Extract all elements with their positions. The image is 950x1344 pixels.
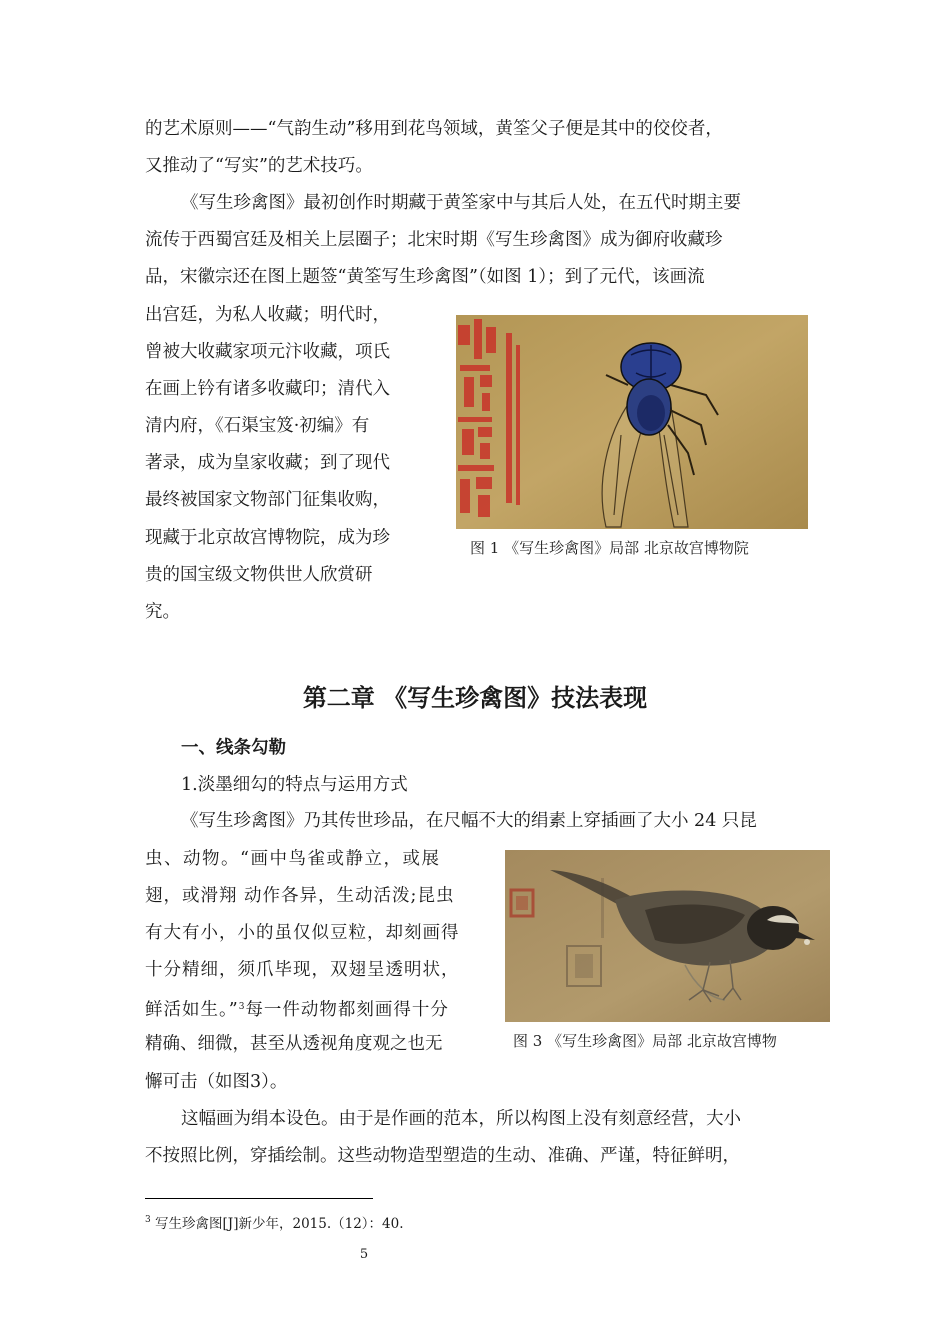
chapter-title: 第二章 《写生珍禽图》技法表现 [302, 684, 648, 712]
footnote [145, 1211, 404, 1233]
figure-1-image [456, 315, 808, 529]
body-text-line: 十分精细，须爪毕现，双翅呈透明状， [145, 960, 460, 980]
figure-1-caption: 图 1 《写生珍禽图》局部 北京故宫博物院 [470, 539, 749, 557]
body-text-line: 在画上钤有诸多收藏印；清代入 [145, 379, 390, 399]
footnote-divider [145, 1198, 373, 1199]
body-text-line: 懈可击（如图3）。 [145, 1072, 288, 1092]
page-number: 5 [359, 1247, 369, 1262]
body-text-line: 又推动了“写实”的艺术技巧。 [145, 156, 373, 176]
body-text-line: 精确、细微，甚至从透视角度观之也无 [145, 1034, 443, 1054]
body-text-line: 《写生珍禽图》最初创作时期藏于黄筌家中与其后人处，在五代时期主要 [181, 193, 741, 213]
body-text-line: 著录，成为皇家收藏；到了现代 [145, 453, 390, 473]
body-text-continuation: 每一件动物都刻画得十分 [245, 1000, 449, 1020]
body-text-line [145, 996, 449, 1021]
figure-3-image [505, 850, 830, 1022]
body-text-line: 清内府，《石渠宝笈·初编》有 [145, 416, 370, 436]
section-heading: 一、线条勾勒 [181, 738, 286, 758]
body-text-line: 的艺术原则——“气韵生动”移用到花鸟领域，黄筌父子便是其中的佼佼者， [145, 119, 723, 139]
body-text-line: 究。 [145, 602, 180, 622]
footnote-mark: 3 [145, 1215, 151, 1225]
quote-end: 鲜活如生。” [145, 1000, 239, 1020]
footnote-text: 写生珍禽图[J]新少年，2015.（12）：40. [155, 1216, 404, 1232]
cicada-painting [456, 315, 808, 529]
figure-3-caption: 图 3 《写生珍禽图》局部 北京故宫博物 [513, 1032, 777, 1050]
body-text-line: 这幅画为绢本设色。由于是作画的范本，所以构图上没有刻意经营，大小 [181, 1109, 741, 1129]
body-text-line: 不按照比例，穿插绘制。这些动物造型塑造的生动、准确、严谨，特征鲜明， [145, 1146, 740, 1166]
body-text-line: 有大有小，小的虽仅似豆粒，却刻画得 [145, 923, 460, 943]
body-text-line: 现藏于北京故宫博物院，成为珍 [145, 528, 390, 548]
subsection-heading: 1.淡墨细勾的特点与运用方式 [181, 775, 408, 795]
bird-painting [505, 850, 830, 1022]
body-text-line: 贵的国宝级文物供世人欣赏研 [145, 565, 373, 585]
body-text-line: 虫、动物。“画中鸟雀或静立，或展 [145, 849, 441, 869]
body-text-line: 翅，或滑翔 动作各异，生动活泼;昆虫 [145, 886, 455, 906]
body-text-line: 最终被国家文物部门征集收购， [145, 490, 390, 510]
body-text-line: 流传于西蜀宫廷及相关上层圈子；北宋时期《写生珍禽图》成为御府收藏珍 [145, 230, 723, 250]
body-text-line: 《写生珍禽图》乃其传世珍品，在尺幅不大的绢素上穿插画了大小 24 只昆 [181, 811, 757, 831]
body-text-line: 品，宋徽宗还在图上题签“黄筌写生珍禽图”（如图 1）；到了元代，该画流 [145, 267, 705, 287]
footnote-ref[interactable]: 3 [238, 1002, 246, 1012]
body-text-line: 曾被大收藏家项元汴收藏，项氏 [145, 342, 390, 362]
body-text-line: 出宫廷，为私人收藏；明代时， [145, 305, 390, 325]
